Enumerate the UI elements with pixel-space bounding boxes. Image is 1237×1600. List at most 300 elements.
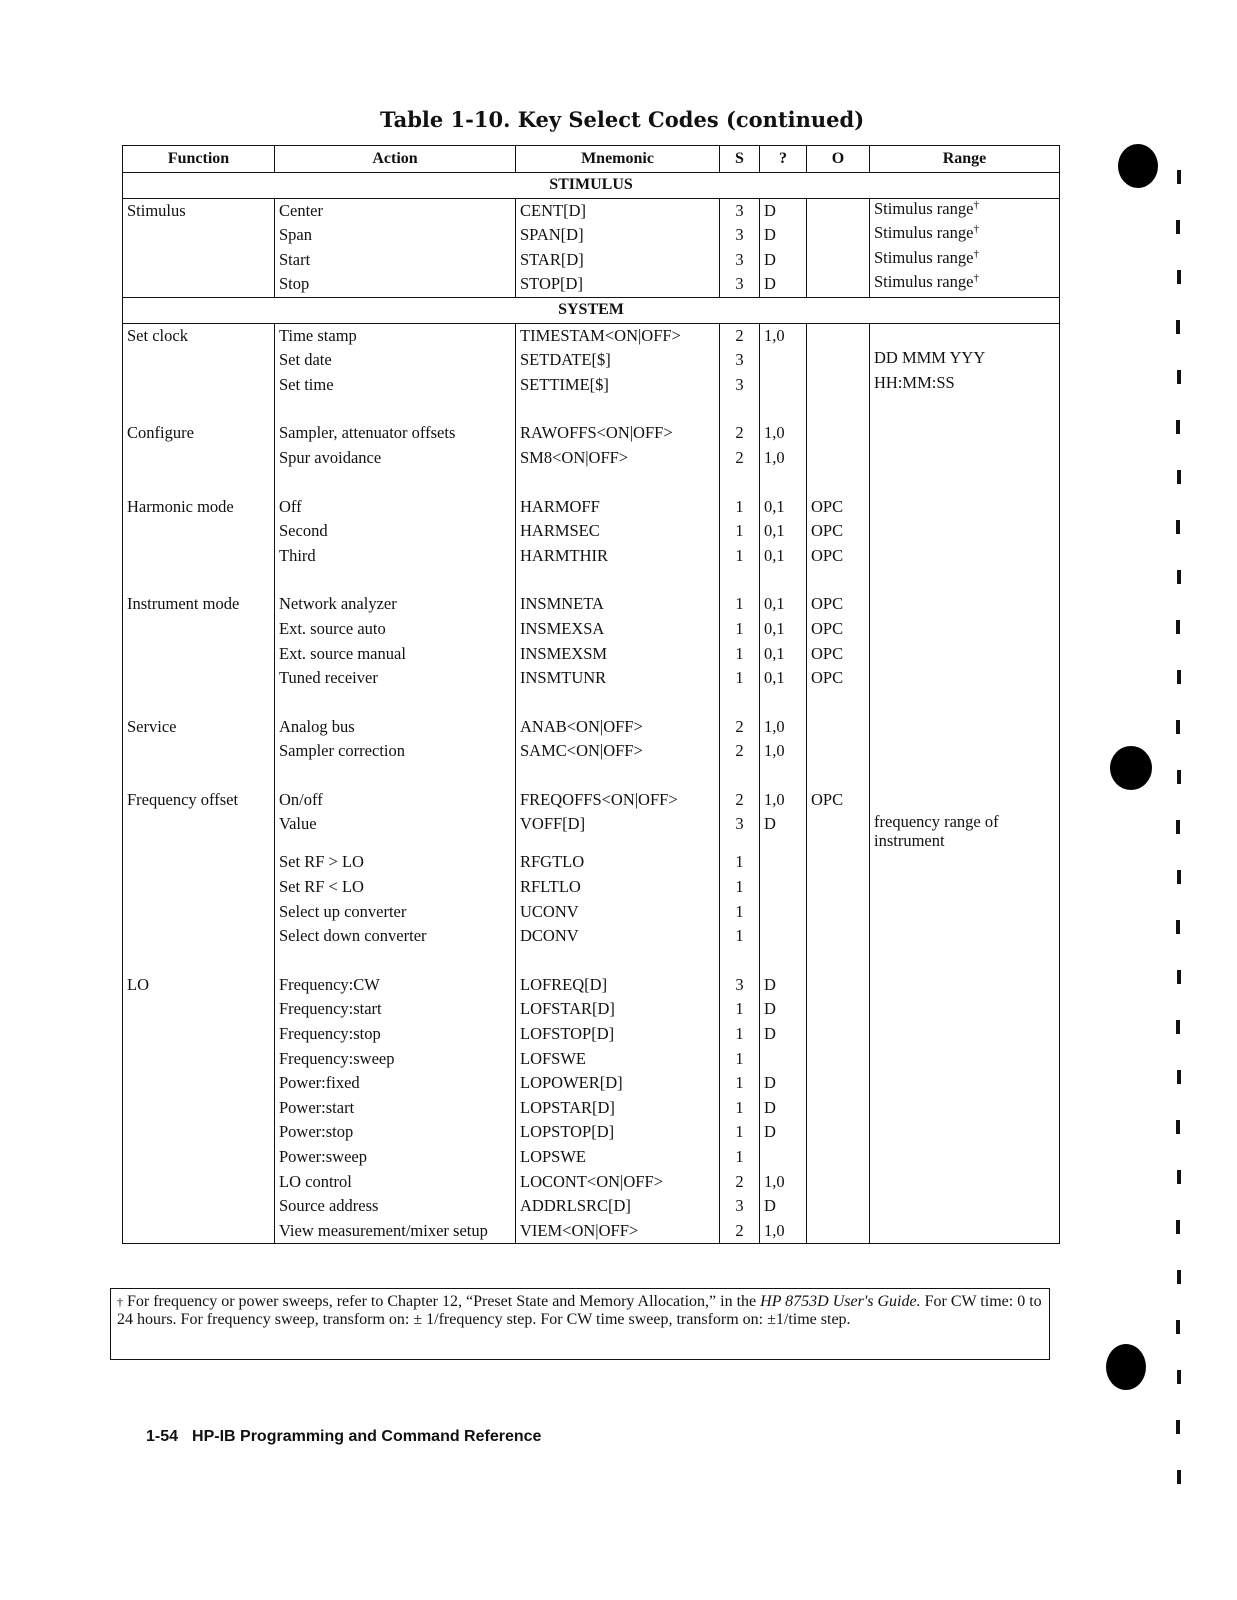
action-cell: Analog bus (275, 715, 516, 740)
query-cell: 1,0 (760, 739, 807, 764)
function-cell: Harmonic mode (123, 495, 275, 520)
table-row (123, 373, 1060, 398)
mnemonic-cell: UCONV (516, 900, 720, 925)
function-cell (123, 1071, 275, 1096)
s-cell: 2 (720, 788, 760, 813)
table-row (123, 812, 1060, 850)
query-cell: 1,0 (760, 788, 807, 813)
query-cell: 0,1 (760, 495, 807, 520)
action-cell: Stop (275, 272, 516, 297)
range-cell (870, 1219, 1060, 1244)
function-cell (123, 373, 275, 398)
o-cell (807, 715, 870, 740)
action-cell: Frequency:stop (275, 1022, 516, 1047)
o-cell: OPC (807, 495, 870, 520)
action-cell: Sampler, attenuator offsets (275, 421, 516, 446)
spacer-row (123, 397, 1060, 421)
edge-speck (1176, 1020, 1180, 1034)
mnemonic-cell: CENT[D] (516, 198, 720, 223)
table-row (123, 900, 1060, 925)
o-cell (807, 997, 870, 1022)
action-cell: Second (275, 519, 516, 544)
edge-speck (1177, 1370, 1181, 1384)
query-cell: 1,0 (760, 715, 807, 740)
binder-hole-mark (1106, 1344, 1146, 1390)
footnote (110, 1288, 1050, 1360)
mnemonic-cell: FREQOFFS<ON|OFF> (516, 788, 720, 813)
mnemonic-cell: ANAB<ON|OFF> (516, 715, 720, 740)
action-cell: On/off (275, 788, 516, 813)
action-cell: Set RF > LO (275, 850, 516, 875)
query-cell (760, 348, 807, 373)
header-o: O (807, 146, 870, 173)
table-title: Table 1-10. Key Select Codes (continued) (380, 107, 865, 132)
s-cell: 3 (720, 373, 760, 398)
action-cell: Frequency:sweep (275, 1047, 516, 1072)
edge-speck (1176, 320, 1180, 334)
range-cell: Stimulus range† (870, 272, 1060, 297)
query-cell: 1,0 (760, 323, 807, 348)
range-cell (870, 519, 1060, 544)
mnemonic-cell: HARMTHIR (516, 544, 720, 569)
query-cell: D (760, 272, 807, 297)
mnemonic-cell: LOFSWE (516, 1047, 720, 1072)
action-cell: Set time (275, 373, 516, 398)
query-cell: D (760, 812, 807, 850)
action-cell: View measurement/mixer setup (275, 1219, 516, 1244)
function-cell (123, 223, 275, 248)
edge-speck (1176, 1420, 1180, 1434)
spacer-row (123, 949, 1060, 973)
s-cell: 3 (720, 973, 760, 998)
query-cell: 0,1 (760, 519, 807, 544)
dagger-mark: † (973, 198, 979, 211)
table-row (123, 1096, 1060, 1121)
dagger-mark: † (973, 272, 979, 285)
function-cell (123, 850, 275, 875)
spacer-row (123, 691, 1060, 715)
mnemonic-cell: INSMTUNR (516, 666, 720, 691)
range-cell (870, 997, 1060, 1022)
function-cell (123, 544, 275, 569)
query-cell: D (760, 997, 807, 1022)
edge-speck (1177, 770, 1181, 784)
function-cell (123, 519, 275, 544)
action-cell: Select down converter (275, 924, 516, 949)
range-cell (870, 1022, 1060, 1047)
mnemonic-cell: LOPOWER[D] (516, 1071, 720, 1096)
query-cell: 0,1 (760, 666, 807, 691)
action-cell: Frequency:start (275, 997, 516, 1022)
action-cell: Tuned receiver (275, 666, 516, 691)
function-cell: Configure (123, 421, 275, 446)
s-cell: 2 (720, 715, 760, 740)
range-cell (870, 495, 1060, 520)
query-cell: 0,1 (760, 617, 807, 642)
s-cell: 3 (720, 248, 760, 273)
table-row (123, 223, 1060, 248)
action-cell: Set RF < LO (275, 875, 516, 900)
function-cell (123, 1170, 275, 1195)
query-cell: 0,1 (760, 544, 807, 569)
mnemonic-cell: STAR[D] (516, 248, 720, 273)
table-row (123, 1120, 1060, 1145)
o-cell (807, 1120, 870, 1145)
o-cell (807, 446, 870, 471)
s-cell: 1 (720, 544, 760, 569)
table-row (123, 323, 1060, 348)
action-cell: Sampler correction (275, 739, 516, 764)
range-cell (870, 1096, 1060, 1121)
s-cell: 3 (720, 272, 760, 297)
range-cell: frequency range of instrument (870, 812, 1060, 850)
o-cell (807, 1071, 870, 1096)
function-cell: LO (123, 973, 275, 998)
mnemonic-cell: LOFSTAR[D] (516, 997, 720, 1022)
o-cell: OPC (807, 592, 870, 617)
range-cell (870, 592, 1060, 617)
query-cell: D (760, 198, 807, 223)
query-cell: D (760, 1022, 807, 1047)
query-cell: 0,1 (760, 642, 807, 667)
table-row (123, 739, 1060, 764)
table-row (123, 1071, 1060, 1096)
table-row (123, 592, 1060, 617)
mnemonic-cell: LOCONT<ON|OFF> (516, 1170, 720, 1195)
table-row (123, 875, 1060, 900)
range-cell (870, 1194, 1060, 1219)
table-row (123, 850, 1060, 875)
footnote-guide-title: HP 8753D User's Guide. (760, 1293, 921, 1310)
table-row (123, 617, 1060, 642)
query-cell: 1,0 (760, 1219, 807, 1244)
table-row (123, 1047, 1060, 1072)
action-cell: Ext. source auto (275, 617, 516, 642)
function-cell (123, 617, 275, 642)
s-cell: 2 (720, 323, 760, 348)
table-row (123, 788, 1060, 813)
o-cell (807, 248, 870, 273)
o-cell (807, 1047, 870, 1072)
action-cell: LO control (275, 1170, 516, 1195)
table-row (123, 272, 1060, 297)
range-cell (870, 973, 1060, 998)
range-cell (870, 323, 1060, 348)
dagger-mark: † (973, 223, 979, 236)
edge-speck (1176, 1320, 1180, 1334)
function-cell (123, 739, 275, 764)
function-cell (123, 248, 275, 273)
function-cell (123, 272, 275, 297)
s-cell: 1 (720, 495, 760, 520)
table-row (123, 198, 1060, 223)
range-cell (870, 1071, 1060, 1096)
action-cell: Span (275, 223, 516, 248)
mnemonic-cell: STOP[D] (516, 272, 720, 297)
mnemonic-cell: HARMSEC (516, 519, 720, 544)
s-cell: 1 (720, 1071, 760, 1096)
function-cell (123, 642, 275, 667)
spacer-row (123, 471, 1060, 495)
o-cell: OPC (807, 544, 870, 569)
spacer-row (123, 764, 1060, 788)
s-cell: 2 (720, 739, 760, 764)
function-cell (123, 1022, 275, 1047)
query-cell (760, 1145, 807, 1170)
range-cell (870, 544, 1060, 569)
header-row (123, 146, 1060, 173)
mnemonic-cell: SAMC<ON|OFF> (516, 739, 720, 764)
table-row (123, 421, 1060, 446)
action-cell: Third (275, 544, 516, 569)
o-cell (807, 323, 870, 348)
o-cell (807, 1219, 870, 1244)
s-cell: 1 (720, 592, 760, 617)
query-cell: 1,0 (760, 421, 807, 446)
edge-speck (1177, 1470, 1181, 1484)
range-cell: Stimulus range† (870, 248, 1060, 273)
query-cell (760, 850, 807, 875)
s-cell: 1 (720, 1096, 760, 1121)
s-cell: 3 (720, 812, 760, 850)
o-cell (807, 739, 870, 764)
mnemonic-cell: LOPSTAR[D] (516, 1096, 720, 1121)
header-function: Function (123, 146, 275, 173)
range-cell (870, 1047, 1060, 1072)
range-cell: Stimulus range† (870, 223, 1060, 248)
s-cell: 3 (720, 223, 760, 248)
action-cell: Ext. source manual (275, 642, 516, 667)
o-cell (807, 348, 870, 373)
o-cell (807, 1194, 870, 1219)
table-row (123, 519, 1060, 544)
table-row (123, 642, 1060, 667)
query-cell: D (760, 1071, 807, 1096)
query-cell (760, 900, 807, 925)
o-cell (807, 198, 870, 223)
edge-speck (1177, 370, 1181, 384)
query-cell: D (760, 973, 807, 998)
o-cell (807, 272, 870, 297)
o-cell: OPC (807, 666, 870, 691)
footnote-text-2: For CW time: 0 to 24 hours. For frequency sweep, transform on: ± 1/frequency step. For CW time sweep, transform on: ±1/time step. (117, 1293, 1042, 1328)
table-row (123, 715, 1060, 740)
table-row (123, 248, 1060, 273)
o-cell (807, 850, 870, 875)
edge-speck (1176, 220, 1180, 234)
function-cell (123, 1047, 275, 1072)
function-cell (123, 997, 275, 1022)
edge-speck (1177, 1070, 1181, 1084)
o-cell (807, 1096, 870, 1121)
s-cell: 2 (720, 1219, 760, 1244)
query-cell (760, 373, 807, 398)
mnemonic-cell: LOFREQ[D] (516, 973, 720, 998)
function-cell (123, 1145, 275, 1170)
edge-speck (1176, 620, 1180, 634)
table-row (123, 973, 1060, 998)
action-cell: Network analyzer (275, 592, 516, 617)
o-cell (807, 812, 870, 850)
mnemonic-cell: HARMOFF (516, 495, 720, 520)
mnemonic-cell: RFGTLO (516, 850, 720, 875)
range-cell (870, 421, 1060, 446)
mnemonic-cell: SETTIME[$] (516, 373, 720, 398)
edge-speck (1177, 470, 1181, 484)
action-cell: Start (275, 248, 516, 273)
query-cell: D (760, 248, 807, 273)
range-cell (870, 617, 1060, 642)
s-cell: 1 (720, 666, 760, 691)
range-cell: Stimulus range† (870, 198, 1060, 223)
s-cell: 3 (720, 198, 760, 223)
table-row (123, 997, 1060, 1022)
table-row (123, 495, 1060, 520)
function-cell (123, 666, 275, 691)
dagger-mark: † (973, 247, 979, 260)
range-cell (870, 715, 1060, 740)
edge-speck (1176, 720, 1180, 734)
function-cell (123, 348, 275, 373)
range-cell (870, 1145, 1060, 1170)
table-row (123, 348, 1060, 373)
section-title: STIMULUS (123, 173, 1060, 199)
range-cell (870, 1170, 1060, 1195)
edge-speck (1176, 920, 1180, 934)
edge-speck (1177, 170, 1181, 184)
mnemonic-cell: SPAN[D] (516, 223, 720, 248)
function-cell (123, 812, 275, 850)
s-cell: 3 (720, 1194, 760, 1219)
s-cell: 1 (720, 1022, 760, 1047)
query-cell: D (760, 1194, 807, 1219)
o-cell: OPC (807, 642, 870, 667)
mnemonic-cell: RAWOFFS<ON|OFF> (516, 421, 720, 446)
mnemonic-cell: LOPSTOP[D] (516, 1120, 720, 1145)
o-cell (807, 973, 870, 998)
table-row (123, 446, 1060, 471)
o-cell (807, 1170, 870, 1195)
function-cell (123, 1096, 275, 1121)
o-cell (807, 875, 870, 900)
range-cell (870, 924, 1060, 949)
query-cell: 0,1 (760, 592, 807, 617)
edge-speck (1177, 970, 1181, 984)
section-title: SYSTEM (123, 297, 1060, 323)
section-header-row (123, 173, 1060, 199)
section-header-row (123, 297, 1060, 323)
action-cell: Power:stop (275, 1120, 516, 1145)
action-cell: Spur avoidance (275, 446, 516, 471)
s-cell: 1 (720, 1145, 760, 1170)
s-cell: 1 (720, 850, 760, 875)
s-cell: 3 (720, 348, 760, 373)
page-footer (146, 1428, 541, 1446)
o-cell (807, 421, 870, 446)
header-range: Range (870, 146, 1060, 173)
o-cell (807, 1022, 870, 1047)
header-s: S (720, 146, 760, 173)
mnemonic-cell: VIEM<ON|OFF> (516, 1219, 720, 1244)
range-cell (870, 446, 1060, 471)
mnemonic-cell: SM8<ON|OFF> (516, 446, 720, 471)
mnemonic-cell: SETDATE[$] (516, 348, 720, 373)
mnemonic-cell: RFLTLO (516, 875, 720, 900)
query-cell: D (760, 223, 807, 248)
mnemonic-cell: DCONV (516, 924, 720, 949)
s-cell: 1 (720, 617, 760, 642)
query-cell: D (760, 1120, 807, 1145)
edge-speck (1177, 870, 1181, 884)
spacer-row (123, 568, 1060, 592)
binder-hole-mark (1118, 144, 1158, 188)
function-cell: Set clock (123, 323, 275, 348)
s-cell: 1 (720, 900, 760, 925)
query-cell: D (760, 1096, 807, 1121)
edge-speck (1176, 420, 1180, 434)
o-cell (807, 373, 870, 398)
mnemonic-cell: INSMEXSA (516, 617, 720, 642)
edge-speck (1177, 570, 1181, 584)
function-cell: Service (123, 715, 275, 740)
header-mnemonic: Mnemonic (516, 146, 720, 173)
edge-speck (1177, 670, 1181, 684)
mnemonic-cell: TIMESTAM<ON|OFF> (516, 323, 720, 348)
range-cell: HH:MM:SS (870, 373, 1060, 398)
action-cell: Frequency:CW (275, 973, 516, 998)
edge-speck (1177, 270, 1181, 284)
query-cell (760, 924, 807, 949)
function-cell: Frequency offset (123, 788, 275, 813)
action-cell: Power:start (275, 1096, 516, 1121)
mnemonic-cell: LOPSWE (516, 1145, 720, 1170)
mnemonic-cell: VOFF[D] (516, 812, 720, 850)
action-cell: Value (275, 812, 516, 850)
action-cell: Center (275, 198, 516, 223)
edge-speck (1176, 1220, 1180, 1234)
query-cell: 1,0 (760, 1170, 807, 1195)
table-row (123, 1194, 1060, 1219)
table-row (123, 666, 1060, 691)
s-cell: 2 (720, 446, 760, 471)
s-cell: 2 (720, 421, 760, 446)
s-cell: 1 (720, 642, 760, 667)
range-cell (870, 875, 1060, 900)
page-number: 1-54 (146, 1428, 179, 1445)
function-cell (123, 900, 275, 925)
range-cell (870, 850, 1060, 875)
query-cell (760, 875, 807, 900)
range-cell (870, 900, 1060, 925)
s-cell: 1 (720, 1047, 760, 1072)
o-cell (807, 1145, 870, 1170)
s-cell: 2 (720, 1170, 760, 1195)
o-cell (807, 900, 870, 925)
header-query: ? (760, 146, 807, 173)
s-cell: 1 (720, 997, 760, 1022)
page-footer-title: HP-IB Programming and Command Reference (192, 1428, 542, 1445)
s-cell: 1 (720, 519, 760, 544)
range-cell (870, 1120, 1060, 1145)
s-cell: 1 (720, 875, 760, 900)
footnote-text-1: For frequency or power sweeps, refer to Chapter 12, “Preset State and Memory Allocation,” in the (123, 1293, 761, 1310)
function-cell: Stimulus (123, 198, 275, 223)
edge-speck (1177, 1270, 1181, 1284)
o-cell: OPC (807, 617, 870, 642)
o-cell: OPC (807, 788, 870, 813)
o-cell (807, 223, 870, 248)
edge-speck (1176, 1120, 1180, 1134)
